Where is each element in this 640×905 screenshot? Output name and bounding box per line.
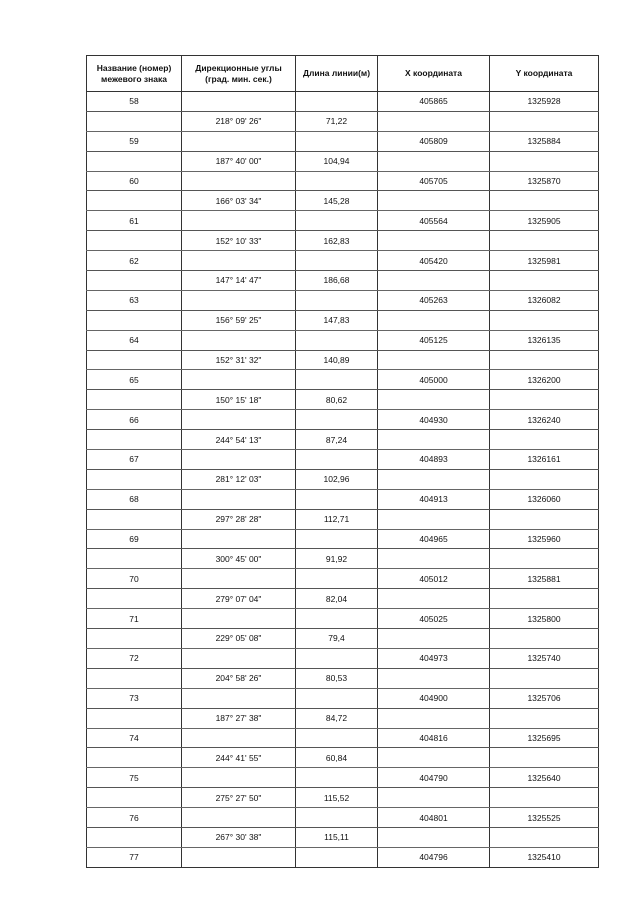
point-name: 76 (87, 808, 182, 828)
line-length: 186,68 (296, 271, 378, 291)
point-row (87, 410, 599, 430)
line-length: 102,96 (296, 469, 378, 489)
line-length: 147,83 (296, 310, 378, 330)
line-angle: 281° 12' 03" (182, 469, 296, 489)
empty-cell (378, 469, 490, 489)
line-row (87, 668, 599, 688)
point-row (87, 688, 599, 708)
empty-cell (182, 768, 296, 788)
point-name: 58 (87, 92, 182, 112)
line-length: 91,92 (296, 549, 378, 569)
coordinates-table (86, 55, 599, 868)
point-name: 64 (87, 330, 182, 350)
point-y: 1325960 (490, 529, 599, 549)
empty-cell (182, 648, 296, 668)
line-angle: 275° 27' 50" (182, 788, 296, 808)
empty-cell (182, 609, 296, 629)
empty-cell (296, 728, 378, 748)
empty-cell (296, 370, 378, 390)
point-y: 1326060 (490, 489, 599, 509)
point-x: 405025 (378, 609, 490, 629)
line-angle: 244° 41' 55" (182, 748, 296, 768)
empty-cell (490, 111, 599, 131)
empty-cell (490, 827, 599, 847)
empty-cell (490, 668, 599, 688)
line-angle: 187° 27' 38" (182, 708, 296, 728)
empty-cell (296, 450, 378, 470)
point-y: 1326082 (490, 290, 599, 310)
empty-cell (87, 629, 182, 649)
point-row (87, 529, 599, 549)
point-y: 1325884 (490, 131, 599, 151)
point-x: 404913 (378, 489, 490, 509)
line-length: 80,53 (296, 668, 378, 688)
point-y: 1326161 (490, 450, 599, 470)
empty-cell (182, 410, 296, 430)
empty-cell (182, 290, 296, 310)
line-row (87, 788, 599, 808)
line-row (87, 390, 599, 410)
line-angle: 229° 05' 08" (182, 629, 296, 649)
empty-cell (378, 191, 490, 211)
empty-cell (490, 390, 599, 410)
point-x: 404796 (378, 847, 490, 867)
table-header (87, 56, 599, 92)
empty-cell (378, 788, 490, 808)
empty-cell (378, 430, 490, 450)
header-length: Длина линии(м) (296, 56, 378, 92)
header-x: X координата (378, 56, 490, 92)
empty-cell (87, 549, 182, 569)
empty-cell (296, 648, 378, 668)
line-angle: 187° 40' 00" (182, 151, 296, 171)
empty-cell (378, 111, 490, 131)
empty-cell (296, 688, 378, 708)
empty-cell (296, 410, 378, 430)
point-y: 1325881 (490, 569, 599, 589)
empty-cell (296, 489, 378, 509)
line-row (87, 589, 599, 609)
point-row (87, 847, 599, 867)
point-row (87, 609, 599, 629)
empty-cell (87, 111, 182, 131)
empty-cell (378, 271, 490, 291)
empty-cell (378, 589, 490, 609)
line-row (87, 509, 599, 529)
line-length: 162,83 (296, 231, 378, 251)
header-y: Y координата (490, 56, 599, 92)
point-y: 1325410 (490, 847, 599, 867)
header-angle: Дирекционные углы (град. мин. сек.) (182, 56, 296, 92)
point-name: 75 (87, 768, 182, 788)
table-body (87, 92, 599, 868)
point-y: 1326135 (490, 330, 599, 350)
point-name: 61 (87, 211, 182, 231)
point-row (87, 290, 599, 310)
point-name: 70 (87, 569, 182, 589)
empty-cell (182, 330, 296, 350)
point-row (87, 330, 599, 350)
empty-cell (87, 271, 182, 291)
point-row (87, 808, 599, 828)
line-angle: 166° 03' 34" (182, 191, 296, 211)
empty-cell (490, 191, 599, 211)
point-y: 1325981 (490, 251, 599, 271)
empty-cell (182, 808, 296, 828)
point-x: 404801 (378, 808, 490, 828)
point-x: 405564 (378, 211, 490, 231)
point-x: 404973 (378, 648, 490, 668)
empty-cell (296, 131, 378, 151)
point-x: 405865 (378, 92, 490, 112)
point-name: 73 (87, 688, 182, 708)
point-y: 1325905 (490, 211, 599, 231)
empty-cell (87, 708, 182, 728)
point-x: 405809 (378, 131, 490, 151)
empty-cell (182, 211, 296, 231)
point-y: 1325740 (490, 648, 599, 668)
empty-cell (490, 629, 599, 649)
line-length: 145,28 (296, 191, 378, 211)
empty-cell (378, 390, 490, 410)
empty-cell (490, 748, 599, 768)
line-angle: 279° 07' 04" (182, 589, 296, 609)
empty-cell (87, 509, 182, 529)
empty-cell (296, 330, 378, 350)
point-x: 405263 (378, 290, 490, 310)
point-y: 1325695 (490, 728, 599, 748)
empty-cell (87, 231, 182, 251)
line-row (87, 271, 599, 291)
line-angle: 156° 59' 25" (182, 310, 296, 330)
line-row (87, 151, 599, 171)
line-angle: 244° 54' 13" (182, 430, 296, 450)
point-y: 1326240 (490, 410, 599, 430)
empty-cell (490, 350, 599, 370)
boundary-coordinates-sheet (86, 55, 598, 868)
empty-cell (182, 171, 296, 191)
line-length: 104,94 (296, 151, 378, 171)
point-row (87, 131, 599, 151)
empty-cell (378, 151, 490, 171)
line-angle: 150° 15' 18" (182, 390, 296, 410)
point-x: 405125 (378, 330, 490, 350)
point-row (87, 569, 599, 589)
line-row (87, 708, 599, 728)
empty-cell (87, 390, 182, 410)
empty-cell (378, 748, 490, 768)
empty-cell (182, 688, 296, 708)
empty-cell (182, 370, 296, 390)
point-x: 405000 (378, 370, 490, 390)
empty-cell (87, 191, 182, 211)
point-y: 1325525 (490, 808, 599, 828)
empty-cell (296, 847, 378, 867)
empty-cell (296, 569, 378, 589)
empty-cell (378, 629, 490, 649)
line-length: 140,89 (296, 350, 378, 370)
empty-cell (490, 430, 599, 450)
empty-cell (87, 430, 182, 450)
point-name: 66 (87, 410, 182, 430)
empty-cell (296, 171, 378, 191)
point-row (87, 648, 599, 668)
point-row (87, 768, 599, 788)
point-row (87, 489, 599, 509)
empty-cell (87, 310, 182, 330)
point-name: 59 (87, 131, 182, 151)
empty-cell (182, 92, 296, 112)
empty-cell (378, 350, 490, 370)
line-angle: 300° 45' 00" (182, 549, 296, 569)
empty-cell (87, 827, 182, 847)
empty-cell (490, 708, 599, 728)
point-name: 63 (87, 290, 182, 310)
empty-cell (296, 768, 378, 788)
empty-cell (87, 469, 182, 489)
line-row (87, 469, 599, 489)
line-row (87, 310, 599, 330)
point-row (87, 370, 599, 390)
empty-cell (296, 609, 378, 629)
empty-cell (490, 231, 599, 251)
point-row (87, 211, 599, 231)
point-name: 67 (87, 450, 182, 470)
empty-cell (182, 847, 296, 867)
empty-cell (490, 310, 599, 330)
point-name: 77 (87, 847, 182, 867)
point-x: 404790 (378, 768, 490, 788)
empty-cell (296, 211, 378, 231)
line-row (87, 231, 599, 251)
empty-cell (378, 231, 490, 251)
empty-cell (490, 151, 599, 171)
point-x: 405420 (378, 251, 490, 271)
empty-cell (182, 569, 296, 589)
empty-cell (378, 827, 490, 847)
empty-cell (182, 450, 296, 470)
empty-cell (296, 529, 378, 549)
empty-cell (490, 589, 599, 609)
point-name: 74 (87, 728, 182, 748)
point-y: 1325800 (490, 609, 599, 629)
empty-cell (182, 131, 296, 151)
line-angle: 147° 14' 47" (182, 271, 296, 291)
line-row (87, 827, 599, 847)
empty-cell (87, 748, 182, 768)
empty-cell (182, 489, 296, 509)
header-name: Название (номер) межевого знака (87, 56, 182, 92)
line-length: 112,71 (296, 509, 378, 529)
line-row (87, 549, 599, 569)
line-length: 87,24 (296, 430, 378, 450)
line-angle: 267° 30' 38" (182, 827, 296, 847)
point-y: 1325706 (490, 688, 599, 708)
line-row (87, 111, 599, 131)
empty-cell (87, 151, 182, 171)
empty-cell (490, 509, 599, 529)
point-name: 68 (87, 489, 182, 509)
line-length: 115,52 (296, 788, 378, 808)
point-y: 1325640 (490, 768, 599, 788)
point-x: 404893 (378, 450, 490, 470)
point-name: 62 (87, 251, 182, 271)
point-y: 1325870 (490, 171, 599, 191)
line-length: 79,4 (296, 629, 378, 649)
point-x: 404965 (378, 529, 490, 549)
line-angle: 204° 58' 26" (182, 668, 296, 688)
point-row (87, 171, 599, 191)
empty-cell (490, 788, 599, 808)
line-row (87, 629, 599, 649)
point-name: 71 (87, 609, 182, 629)
point-x: 404816 (378, 728, 490, 748)
line-row (87, 191, 599, 211)
line-angle: 152° 31' 32" (182, 350, 296, 370)
line-angle: 218° 09' 26" (182, 111, 296, 131)
line-angle: 152° 10' 33" (182, 231, 296, 251)
empty-cell (378, 310, 490, 330)
empty-cell (182, 251, 296, 271)
empty-cell (87, 788, 182, 808)
point-x: 405705 (378, 171, 490, 191)
line-length: 80,62 (296, 390, 378, 410)
empty-cell (378, 668, 490, 688)
line-length: 82,04 (296, 589, 378, 609)
line-length: 60,84 (296, 748, 378, 768)
point-row (87, 251, 599, 271)
point-row (87, 728, 599, 748)
empty-cell (87, 350, 182, 370)
empty-cell (378, 549, 490, 569)
empty-cell (182, 529, 296, 549)
empty-cell (490, 469, 599, 489)
point-row (87, 92, 599, 112)
empty-cell (296, 92, 378, 112)
empty-cell (87, 668, 182, 688)
line-row (87, 430, 599, 450)
line-angle: 297° 28' 28" (182, 509, 296, 529)
line-length: 71,22 (296, 111, 378, 131)
point-row (87, 450, 599, 470)
empty-cell (490, 271, 599, 291)
empty-cell (378, 708, 490, 728)
point-x: 404930 (378, 410, 490, 430)
empty-cell (182, 728, 296, 748)
point-x: 405012 (378, 569, 490, 589)
line-length: 115,11 (296, 827, 378, 847)
point-name: 69 (87, 529, 182, 549)
empty-cell (87, 589, 182, 609)
point-name: 65 (87, 370, 182, 390)
empty-cell (296, 290, 378, 310)
empty-cell (378, 509, 490, 529)
empty-cell (296, 251, 378, 271)
empty-cell (296, 808, 378, 828)
point-name: 60 (87, 171, 182, 191)
line-row (87, 748, 599, 768)
point-y: 1326200 (490, 370, 599, 390)
line-row (87, 350, 599, 370)
point-x: 404900 (378, 688, 490, 708)
empty-cell (490, 549, 599, 569)
point-y: 1325928 (490, 92, 599, 112)
point-name: 72 (87, 648, 182, 668)
line-length: 84,72 (296, 708, 378, 728)
